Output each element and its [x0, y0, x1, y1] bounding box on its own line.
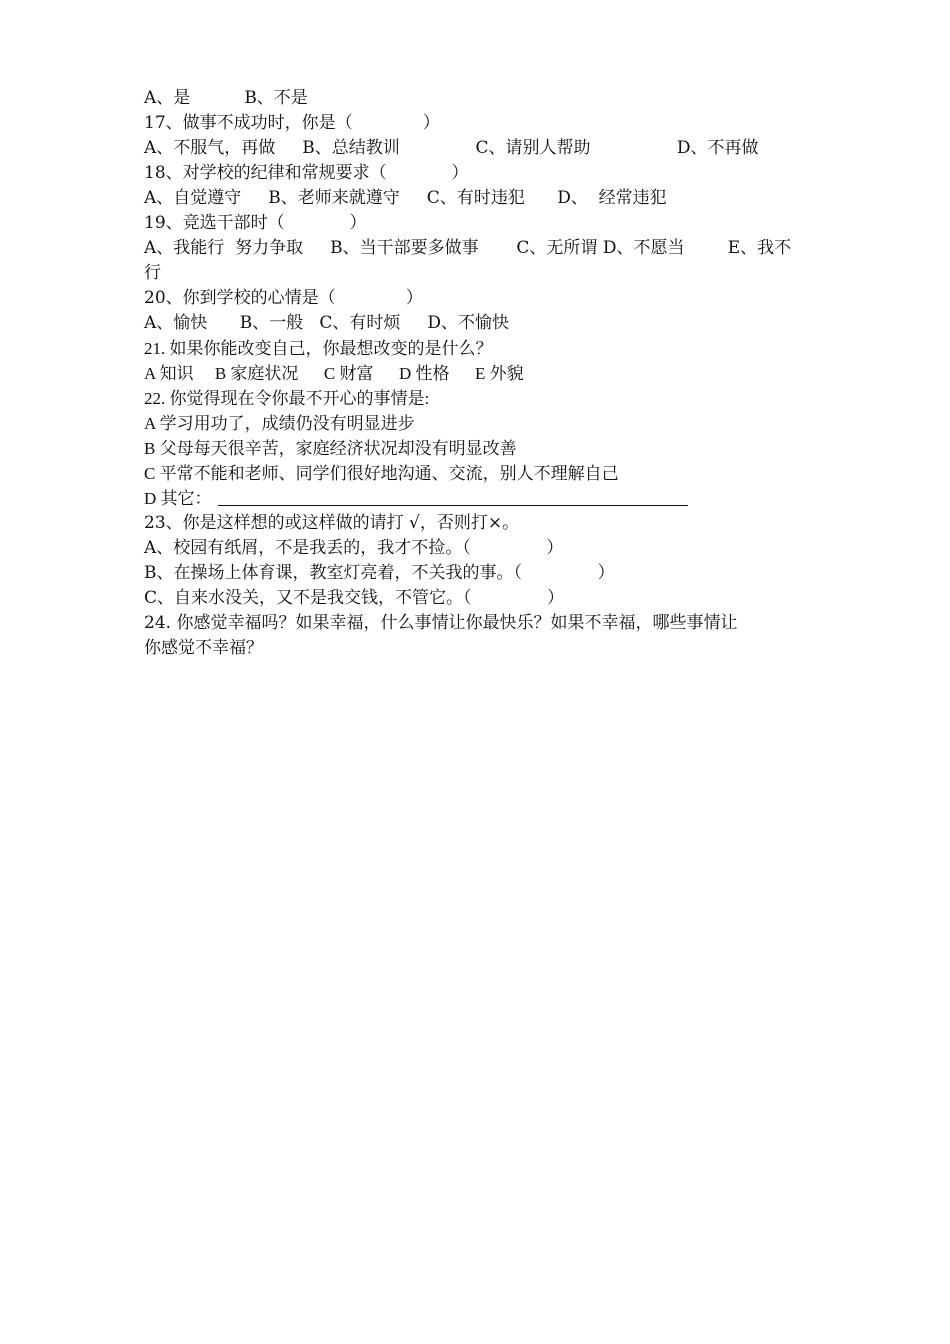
q22-option-c: C 平常不能和老师、同学们很好地沟通、交流，别人不理解自己: [144, 464, 619, 483]
q19-question: 19、竞选干部时（ ）: [144, 213, 367, 233]
q23-question: 23、你是这样想的或这样做的请打 √，否则打×。: [144, 513, 520, 533]
q22-option-a: A 学习用功了，成绩仍没有明显进步: [144, 414, 415, 433]
q19-options: A、我能行 努力争取 B、当干部要多做事 C、无所谓 D、不愿当 E、我不: [144, 238, 792, 258]
q16-options: A、是 B、不是: [144, 88, 308, 108]
q22-option-d: D 其它：: [144, 489, 212, 508]
q24-question-continued: 你感觉不幸福？: [144, 638, 263, 658]
q23-item-a: A、校园有纸屑，不是我丢的，我才不捡。（ ）: [144, 538, 564, 558]
q20-question: 20、你到学校的心情是（ ）: [144, 288, 423, 308]
q23-item-b: B、在操场上体育课，教室灯亮着，不关我的事。（ ）: [144, 563, 615, 583]
q17-options: A、不服气，再做 B、总结教训 C、请别人帮助 D、不再做: [144, 138, 759, 158]
q23-item-c: C、自来水没关，又不是我交钱，不管它。（ ）: [144, 588, 565, 608]
q22-question: 22. 你觉得现在令你最不开心的事情是:: [144, 389, 430, 408]
q17-question: 17、做事不成功时，你是（ ）: [144, 113, 440, 133]
q18-options: A、自觉遵守 B、老师来就遵守 C、有时违犯 D、 经常违犯: [144, 188, 667, 208]
q24-question: 24. 你感觉幸福吗？如果幸福，什么事情让你最快乐？如果不幸福，哪些事情让: [144, 613, 738, 633]
q19-options-continued: 行: [144, 263, 161, 283]
q22-option-b: B 父母每天很辛苦，家庭经济状况却没有明显改善: [144, 439, 517, 458]
q20-options: A、愉快 B、一般 C、有时烦 D、不愉快: [144, 313, 510, 333]
q18-question: 18、对学校的纪律和常规要求（ ）: [144, 163, 469, 183]
q21-options: A 知识 B 家庭状况 C 财富 D 性格 E 外貌: [144, 364, 524, 383]
answer-blank-line: [218, 505, 688, 506]
q21-question: 21. 如果你能改变自己，你最想改变的是什么？: [144, 339, 493, 358]
